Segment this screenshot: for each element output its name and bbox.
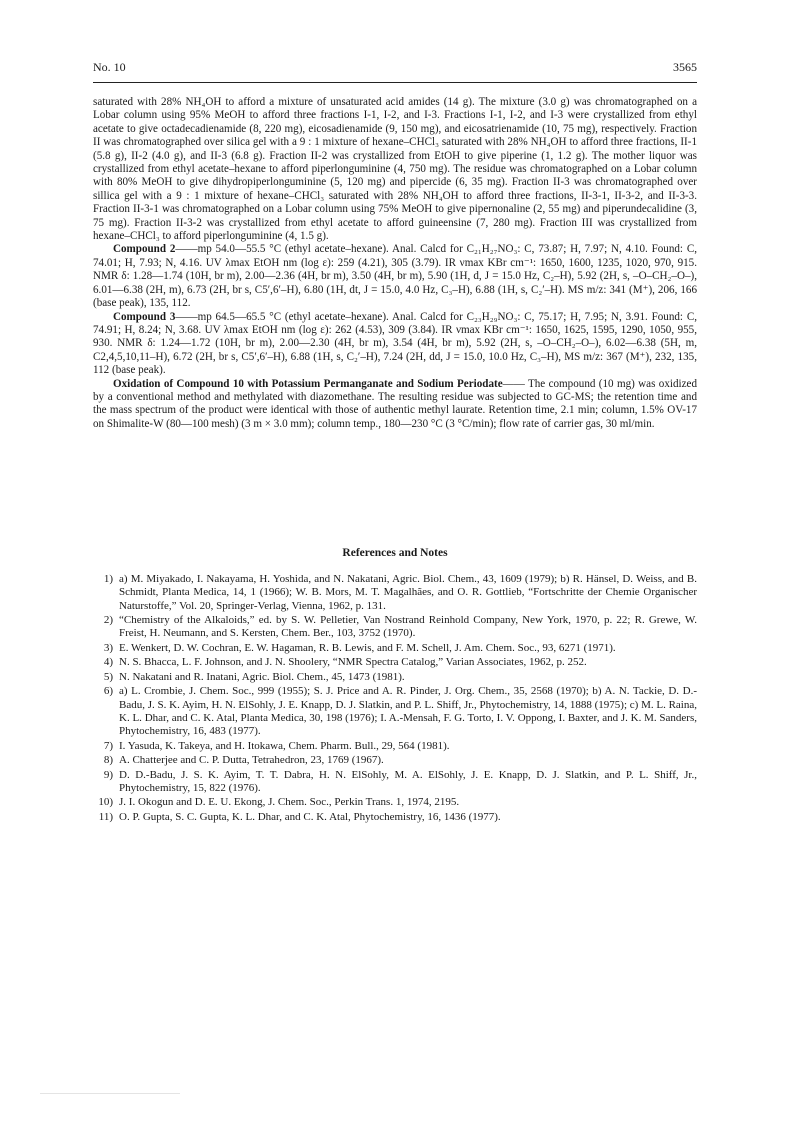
reference-number: 2) bbox=[103, 614, 113, 627]
compound-2-text: ——mp 54.0—55.5 °C (ethyl acetate–hexane). Anal. Calcd for C₂₁H₂₇NO₃: C, 73.87; H, 7.97; N, 4.10. Found: C, 74.01; H, 7.93; N, 4.16. UV λmax EtOH nm (log ε): 259 (4.21), 305 (3.79). IR νmax KBr cm⁻¹: 1650, 1600, 1235, 1020, 970, 915. NMR δ: 1.28—1.74 (10H, br m), 2.00—2.36 (4H, br m), 3.50 (4H, br m), 5.90 (1H, d, J = 15.0 Hz, C₂–H), 5.92 (2H, s, –O–CH₂–O–), 6.01—6.38 (2H, m), 6.73 (2H, br s, C5′,6′–H), 6.80 (1H, dt, J = 15.0, 4.0 Hz, C₃–H), 6.88 (1H, s, C₂′–H). MS m/z: 341 (M⁺), 206, 166 (base peak), 135, 112. bbox=[93, 243, 697, 310]
reference-item bbox=[93, 769, 697, 796]
references-heading: References and Notes bbox=[342, 547, 448, 559]
reference-text: a) M. Miyakado, I. Nakayama, H. Yoshida, and N. Nakatani, Agric. Biol. Chem., 43, 1609 (1979); b) R. Hänsel, D. Weiss, and B. Schmidt, Planta Medica, 14, 1 (1966); W. B. Mors, M. T. Magalhães, and O. R. Gottlieb, “Fortschritte der Chemie Organischer Naturstoffe,” Vol. 20, Springer-Verlag, Vienna, 1962, p. 131. bbox=[119, 573, 697, 612]
reference-number: 1) bbox=[103, 573, 113, 585]
reference-number: 8) bbox=[103, 754, 113, 767]
reference-number: 3) bbox=[103, 641, 113, 654]
reference-item bbox=[93, 614, 697, 641]
reference-text: a) L. Crombie, J. Chem. Soc., 999 (1955); S. J. Price and A. R. Pinder, J. Org. Chem., 35, 2568 (1970); b) A. N. Tackie, D. D.-Badu, J. S. K. Ayim, H. N. ElSohly, J. E. Knapp, D. J. Slatkin, and P. L. Shiff, Jr., Phytochemistry, 14, 1888 (1975); c) M. L. Raina, K. L. Dhar, and C. K. Atal, Planta Medica, 30, 198 (1976); I. A.-Mensah, F. G. Torto, I. V. Oppong, I. Baxter, and J. K. M. Sanders, Phytochemistry, 16, 483 (1977). bbox=[119, 685, 697, 738]
reference-text: N. Nakatani and R. Inatani, Agric. Biol. Chem., 45, 1473 (1981). bbox=[119, 670, 405, 683]
page-header bbox=[93, 60, 697, 83]
experimental-body bbox=[93, 96, 697, 431]
fractionation-paragraph: saturated with 28% NH₄OH to afford a mixture of unsaturated acid amides (14 g). The mixture (3.0 g) was chromatographed on a Lobar column using 95% MeOH to afford three fractions I-1, I-2, and I-3. Fractions I-1, I-2, and I-3 were crystallized from ethyl acetate to give octadecadienamide (8, 220 mg), eicosadienamide (9, 150 mg), and eicosatrienamide (10, 75 mg), respectively. Fraction II was chromatographed over silica gel with a 9 : 1 mixture of hexane–CHCl₃ saturated with 28% NH₄OH to afford three fractions, II-1 (5.8 g), II-2 (4.0 g), and II-3 (6.8 g). Fraction II-2 was crystallized from EtOH to give piperine (1, 1.2 g). The mother liquor was crystallized from ethyl acetate–hexane to afford piperlonguminine (4, 750 mg). The residue was chromatographed on a Lobar column with 80% MeOH to give dihydropiperlonguminine (5, 120 mg) and pipercide (6, 35 mg). Fraction II-3 was chromatographed over sillica gel with a 9 : 1 mixture of hexane–CHCl₃ saturated with 28% NH₄OH to afford three fractions, II-3-1, II-3-2, and II-3-3. Fraction II-3-1 was chromatographed on a Lobar column using 75% MeOH to give pipernonaline (2, 55 mg) and piperundecalidine (3, 75 mg). Fraction II-3-2 was crystallized from ethyl acetate to afford guineensine (7, 280 mg). Fraction III was crystallized from hexane–CHCl₃ to afford piperlonguminine (4, 1.5 g). bbox=[93, 96, 697, 243]
compound-3-text: ——mp 64.5—65.5 °C (ethyl acetate–hexane). Anal. Calcd for C₂₃H₂₉NO₃: C, 75.17; H, 7.95; N, 3.91. Found: C, 74.91; H, 8.24; N, 3.68. UV λmax EtOH nm (log ε): 262 (4.53), 309 (3.84). IR νmax KBr cm⁻¹: 1650, 1625, 1595, 1290, 1050, 955, 930. NMR δ: 1.24—1.72 (10H, br m), 2.00—2.30 (4H, br m), 3.54 (4H, br m), 5.92 (2H, s, –O–CH₂–O–), 6.02—6.38 (5H, m, C2,4,5,10,11–H), 6.72 (2H, br s, C5′,6′–H), 6.88 (1H, s, C₂′–H), 7.24 (2H, dd, J = 15.0, 10.0 Hz, C₃–H), MS m/z: 367 (M⁺), 232, 135, 112 (base peak). bbox=[93, 310, 697, 377]
reference-item bbox=[93, 754, 697, 767]
compound-3-label: Compound 3 bbox=[113, 310, 176, 323]
reference-text: A. Chatterjee and C. P. Dutta, Tetrahedron, 23, 1769 (1967). bbox=[119, 754, 384, 767]
reference-item bbox=[93, 796, 697, 809]
reference-number: 10) bbox=[98, 796, 113, 809]
reference-text: D. D.-Badu, J. S. K. Ayim, T. T. Dabra, H. N. ElSohly, M. A. ElSohly, J. E. Knapp, D. J. Slatkin, and P. L. Shiff, Jr., Phytochemistry, 15, 822 (1976). bbox=[119, 768, 697, 794]
footer-divider bbox=[40, 1093, 180, 1094]
reference-item bbox=[93, 685, 697, 738]
reference-text: “Chemistry of the Alkaloids,” ed. by S. W. Pelletier, Van Nostrand Reinhold Company, New York, 1970, p. 22; R. Grewe, W. Freist, H. Neumann, and S. Kersten, Chem. Ber., 103, 3752 (1970). bbox=[119, 614, 697, 640]
page-number: 3565 bbox=[673, 60, 697, 74]
reference-text: J. I. Okogun and D. E. U. Ekong, J. Chem. Soc., Perkin Trans. 1, 1974, 2195. bbox=[119, 796, 460, 809]
compound-2-label: Compound 2 bbox=[113, 243, 176, 256]
reference-text: I. Yasuda, K. Takeya, and H. Itokawa, Chem. Pharm. Bull., 29, 564 (1981). bbox=[119, 739, 450, 752]
reference-item bbox=[93, 740, 697, 753]
references-list bbox=[93, 573, 697, 825]
reference-text: O. P. Gupta, S. C. Gupta, K. L. Dhar, and C. K. Atal, Phytochemistry, 16, 1436 (1977). bbox=[119, 810, 501, 823]
reference-text: N. S. Bhacca, L. F. Johnson, and J. N. Shoolery, “NMR Spectra Catalog,” Varian Associates, 1962, p. 252. bbox=[119, 656, 587, 669]
reference-number: 6) bbox=[103, 685, 113, 698]
reference-item bbox=[93, 573, 697, 613]
reference-number: 5) bbox=[103, 670, 113, 683]
oxidation-label: Oxidation of Compound 10 with Potassium Permanganate and Sodium Periodate bbox=[113, 377, 503, 390]
reference-number: 9) bbox=[103, 768, 113, 781]
oxidation-text: —— The compound (10 mg) was oxidized by a conventional method and methylated with diazomethane. The resulting residue was subjected to GC-MS; the retention time and the mass spectrum of the product were identical with those of authentic methyl laurate. Retention time, 2.1 min; column, 1.5% OV-17 on Shimalite-W (80—100 mesh) (3 m × 3.0 mm); column temp., 180—230 °C (3 °C/min); flow rate of carrier gas, 30 ml/min. bbox=[93, 377, 697, 430]
reference-number: 11) bbox=[98, 810, 113, 823]
compound-2-paragraph bbox=[93, 243, 697, 310]
reference-item bbox=[93, 811, 697, 824]
reference-item bbox=[93, 642, 697, 655]
compound-3-paragraph bbox=[93, 311, 697, 378]
reference-item bbox=[93, 671, 697, 684]
issue-number: No. 10 bbox=[93, 60, 126, 74]
reference-item bbox=[93, 656, 697, 669]
oxidation-paragraph bbox=[93, 378, 697, 432]
reference-number: 7) bbox=[103, 739, 113, 752]
reference-text: E. Wenkert, D. W. Cochran, E. W. Hagaman, R. B. Lewis, and F. M. Schell, J. Am. Chem. Soc., 93, 6271 (1971). bbox=[119, 641, 616, 654]
reference-number: 4) bbox=[103, 656, 113, 669]
